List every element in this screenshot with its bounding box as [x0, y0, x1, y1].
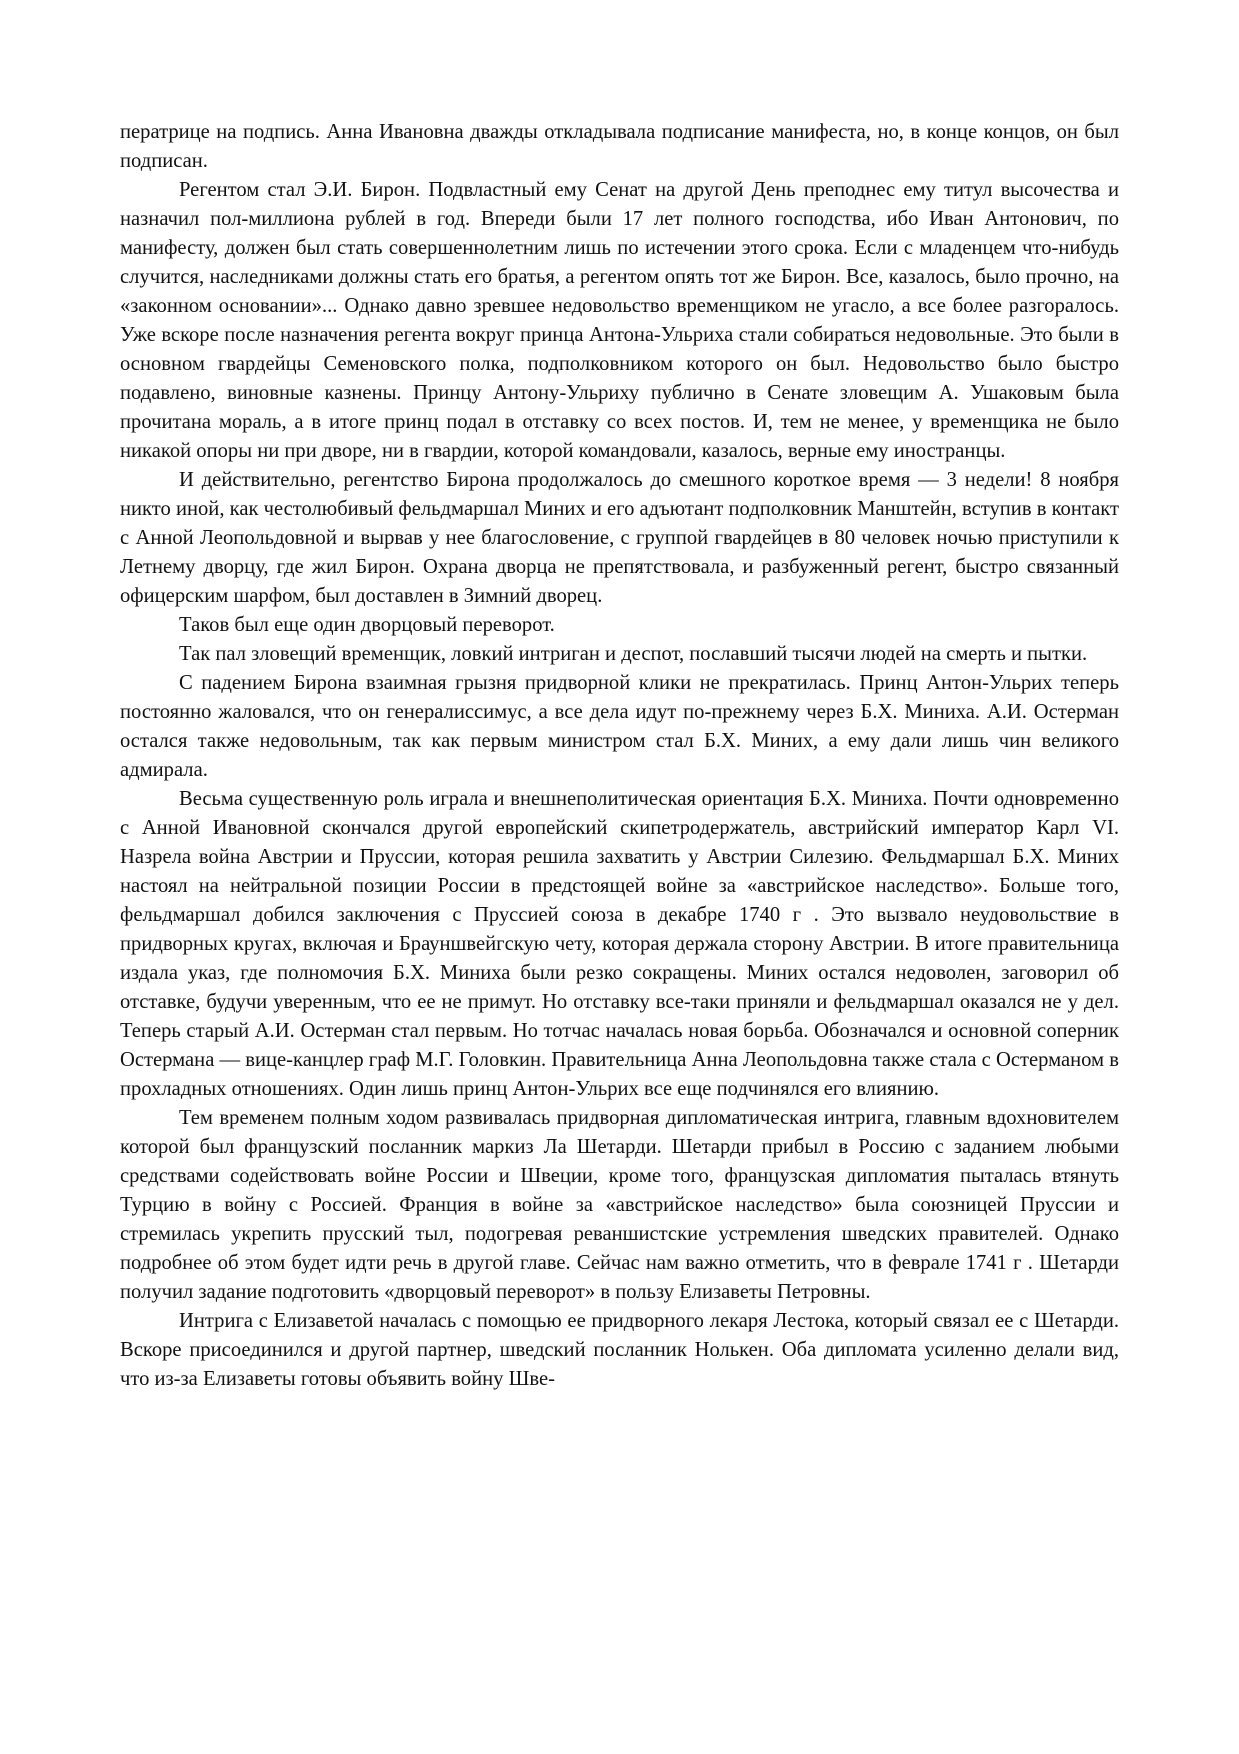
paragraph-diplomatic-intrigue: Тем временем полным ходом развивалась придворная дипломатическая интрига, главным вдохновителем которой был французский посланник маркиз Ла Шетарди. Шетарди прибыл в Россию с заданием любыми средствами содействовать войне России и Швеции, кроме того, французская дипломатия пыталась втянуть Турцию в войну с Россией. Франция в войне за «австрийское наследство» была союзницей Пруссии и стремилась укрепить прусский тыл, подогревая реваншистские устремления шведских правителей. Однако подробнее об этом будет идти речь в другой главе. Сейчас нам важно отметить, что в феврале 1741 г . Шетарди получил задание подготовить «дворцовый переворот» в пользу Елизаветы Петровны. [120, 1107, 1119, 1303]
paragraph-coup: Таков был еще один дворцовый переворот. [179, 614, 555, 636]
paragraph-fall: Так пал зловещий временщик, ловкий интриган и деспот, пославший тысячи людей на смерть и пытки. [179, 643, 1088, 665]
paragraph-three-weeks: И действительно, регентство Бирона продолжалось до смешного короткое время — 3 недели! 8 ноября никто иной, как честолюбивый фельдмаршал Миних и его адъютант подполковник Манштейн, вступив в контакт с Анной Леопольдовной и вырвав у нее благословение, с группой гвардейцев в 80 человек ночью приступили к Летнему дворцу, где жил Бирон. Охрана дворца не препятствовала, и разбуженный регент, быстро связанный офицерским шарфом, был доставлен в Зимний дворец. [120, 469, 1119, 607]
paragraph-biron-regency: Регентом стал Э.И. Бирон. Подвластный ему Сенат на другой День преподнес ему титул высочества и назначил пол-миллиона рублей в год. Впереди были 17 лет полного господства, ибо Иван Антонович, по манифесту, должен был стать совершеннолетним лишь по истечении этого срока. Если с младенцем что-нибудь случится, наследниками должны стать его братья, а регентом опять тот же Бирон. Все, казалось, было прочно, на «законном основании»... Однако давно зревшее недовольство временщиком не угасло, а все более разгоралось. Уже вскоре после назначения регента вокруг принца Антона-Ульриха стали собираться недовольные. Это были в основном гвардейцы Семеновского полка, подполковником которого он был. Недовольство было быстро подавлено, виновные казнены. Принцу Антону-Ульриху публично в Сенате зловещим А. Ушаковым была прочитана мораль, а в итоге принц подал в отставку со всех постов. И, тем не менее, у временщика не было никакой опоры ни при дворе, ни в гвардии, которой командовали, казалось, верные ему иностранцы. [120, 179, 1119, 462]
paragraph-court-feud: С падением Бирона взаимная грызня придворной клики не прекратилась. Принц Антон-Ульрих теперь постоянно жаловался, что он генералиссимус, а все дела идут по-прежнему через Б.Х. Миниха. А.И. Остерман остался также недовольным, так как первым министром стал Б.Х. Миних, а ему дали лишь чин великого адмирала. [120, 672, 1119, 781]
paragraph-elizabeth-intrigue: Интрига с Елизаветой началась с помощью ее придворного лекаря Лестока, который связал ее с Шетарди. Вскоре присоединился и другой партнер, шведский посланник Нолькен. Оба дипломата усиленно делали вид, что из-за Елизаветы готовы объявить войну Шве- [120, 1310, 1119, 1390]
paragraph-foreign-policy: Весьма существенную роль играла и внешнеполитическая ориентация Б.Х. Миниха. Почти одновременно с Анной Ивановной скончался другой европейский скипетродержатель, австрийский император Карл VI. Назрела война Австрии и Пруссии, которая решила захватить у Австрии Силезию. Фельдмаршал Б.Х. Миних настоял на нейтральной позиции России в предстоящей войне за «австрийское наследство». Больше того, фельдмаршал добился заключения с Пруссией союза в декабре 1740 г . Это вызвало неудовольствие в придворных кругах, включая и Брауншвейгскую чету, которая держала сторону Австрии. В итоге правительница издала указ, где полномочия Б.Х. Миниха были резко сокращены. Миних остался недоволен, заговорил об отставке, будучи уверенным, что ее не примут. Но отставку все-таки приняли и фельдмаршал оказался не у дел. Теперь старый А.И. Остерман стал первым. Но тотчас началась новая борьба. Обозначался и основной соперник Остермана — вице-канцлер граф М.Г. Головкин. Правительница Анна Леопольдовна также стала с Остерманом в прохладных отношениях. Один лишь принц Антон-Ульрих все еще подчинялся его влиянию. [120, 788, 1119, 1100]
paragraph-continuation: ператрице на подпись. Анна Ивановна дважды откладывала подписание манифеста, но, в конце концов, он был подписан. [120, 121, 1119, 172]
body-text [120, 118, 1119, 1394]
